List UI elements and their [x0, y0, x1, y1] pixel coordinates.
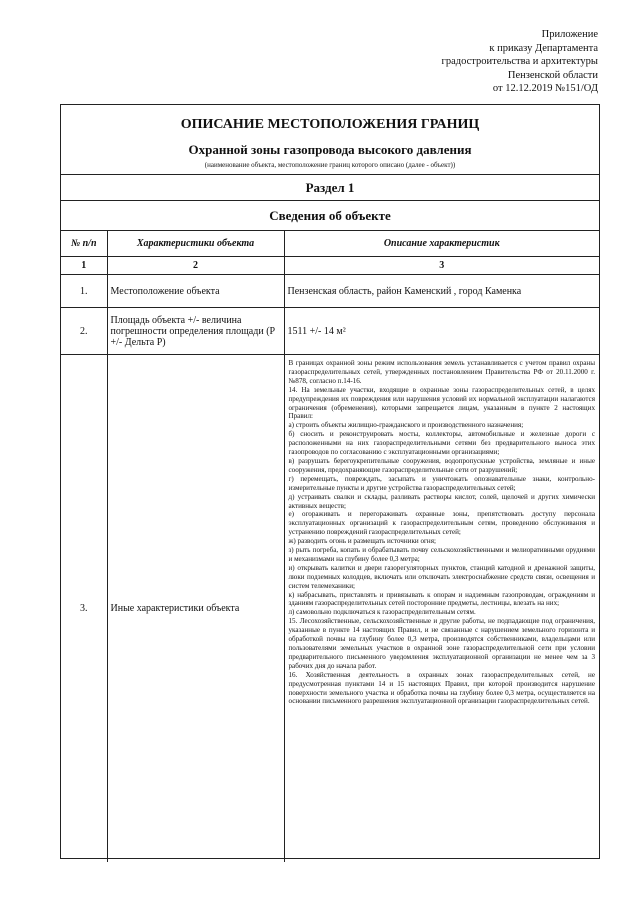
table-header-row	[61, 231, 599, 257]
object-table	[61, 230, 599, 862]
row-characteristic: Иные характеристики объекта	[107, 355, 284, 862]
document-subtitle: Охранной зоны газопровода высокого давления	[188, 142, 472, 157]
title-block	[61, 105, 599, 175]
header-characteristic: Характеристики объекта	[107, 231, 284, 257]
row-value: Пензенская область, район Каменский , город Каменка	[284, 275, 599, 308]
description-paragraph: д) устраивать свалки и склады, разливать растворы кислот, солей, щелочей и других химически активных веществ;	[288, 492, 595, 510]
row-description	[284, 355, 599, 862]
description-paragraph: 16. Хозяйственная деятельность в охранных зонах газораспределительных сетей, не предусмотренная пунктами 14 и 15 настоящих Правил, при которой производится нарушение поверхности земельного участка и обработка почвы на глубину более 0,3 метра, осуществляется на основании письменного разрешения эксплуатационной организации газораспределительных сетей.	[288, 670, 595, 706]
row-value: 1511 +/- 14 м²	[284, 308, 599, 355]
row-number: 2.	[61, 308, 107, 355]
table-row	[61, 308, 599, 355]
section-heading: Раздел 1	[61, 175, 599, 201]
description-paragraph: л) самовольно подключаться к газораспределительным сетям.	[288, 608, 476, 617]
description-paragraph: и) открывать калитки и двери газорегуляторных пунктов, станций катодной и дренажной защиты, люки подземных колодцев, включать или отключать электроснабжение средств связи, освещения и систем телемеханики;	[288, 563, 595, 590]
description-paragraph: В границах охранной зоны режим использования земель устанавливается с учетом правил охраны газораспределительных сетей, утвержденных постановлением Правительства РФ от 20.11.2000 г. №878, согласно п.14-16.	[288, 359, 595, 385]
description-paragraph: в) разрушать берегоукрепительные сооружения, водопропускные устройства, земляные и иные сооружения, предохраняющие газораспределительные сети от разрушений;	[288, 456, 595, 474]
description-paragraph: г) перемещать, повреждать, засыпать и уничтожать опознавательные знаки, контрольно-измерительные пункты и другие устройства газораспределительных сетей;	[288, 474, 595, 492]
description-paragraph: 14. На земельные участки, входящие в охранные зоны газораспределительных сетей, в целях предупреждения их повреждения или нарушения условий их нормальной эксплуатации налагаются ограничения (обременения), которыми запрещается лицам, указанным в пункте 2 настоящих Правил:	[288, 385, 595, 421]
description-paragraph: ж) разводить огонь и размещать источники огня;	[288, 537, 436, 546]
header-note-line: Приложение	[541, 29, 598, 40]
header-description: Описание характеристик	[284, 231, 599, 257]
column-number: 3	[284, 257, 599, 275]
row-number: 1.	[61, 275, 107, 308]
description-paragraph: 15. Лесохозяйственные, сельскохозяйственные и другие работы, не подпадающие под ограничения, указанные в пункте 14 настоящих Правил, и не связанные с нарушением земельного горизонта и обработкой почвы на глубину более 0,3 метра, производятся собственниками, владельцами или пользователями земельных участков в охранной зоне газораспределительной сети при условии предварительного письменного уведомления эксплуатационной организации не менее чем за 3 рабочих дня до начала работ.	[288, 617, 595, 670]
description-paragraph: е) огораживать и перегораживать охранные зоны, препятствовать доступу персонала эксплуатационных организаций к газораспределительным сетям, проведению обслуживания и устранению повреждений газораспределительных сетей;	[288, 510, 595, 537]
description-paragraph: з) рыть погреба, копать и обрабатывать почву сельскохозяйственными и мелиоративными орудиями и механизмами на глубину более 0,3 метра;	[288, 546, 595, 563]
column-number-row	[61, 257, 599, 275]
row-number: 3.	[61, 355, 107, 862]
section-title: Сведения об объекте	[269, 208, 391, 223]
description-paragraph: к) набрасывать, приставлять и привязывать к опорам и надземным газопроводам, ограждениям и зданиям газораспределительных сетей посторонние предметы, лестницы, влезать на них;	[288, 590, 595, 608]
column-number: 1	[61, 257, 107, 275]
column-number: 2	[107, 257, 284, 275]
description-paragraph: а) строить объекты жилищно-гражданского и производственного назначения;	[288, 421, 524, 430]
header-number: № п/п	[61, 231, 107, 257]
description-paragraph: б) сносить и реконструировать мосты, коллекторы, автомобильные и железные дороги с расположенными на них газораспределительными сетями без предварительного выноса этих газопроводов по согласованию с эксплуатационными организациями;	[288, 430, 595, 457]
header-note-line: к приказу Департамента	[489, 42, 598, 54]
row-characteristic: Площадь объекта +/- величина погрешности определения площади (Р +/- Дельта Р)	[107, 308, 284, 355]
row-characteristic: Местоположение объекта	[107, 275, 284, 308]
header-note-line: градостроительства и архитектуры	[441, 56, 598, 68]
document-frame	[60, 104, 600, 859]
table-row	[61, 275, 599, 308]
table-row	[61, 355, 599, 862]
header-note	[442, 28, 598, 96]
document-title: ОПИСАНИЕ МЕСТОПОЛОЖЕНИЯ ГРАНИЦ	[180, 117, 480, 132]
object-note: (наименование объекта, местоположение границ которого описано (далее - объект))	[204, 161, 456, 169]
header-note-line: от 12.12.2019 №151/ОД	[492, 83, 598, 95]
header-note-line: Пензенской области	[507, 69, 598, 81]
